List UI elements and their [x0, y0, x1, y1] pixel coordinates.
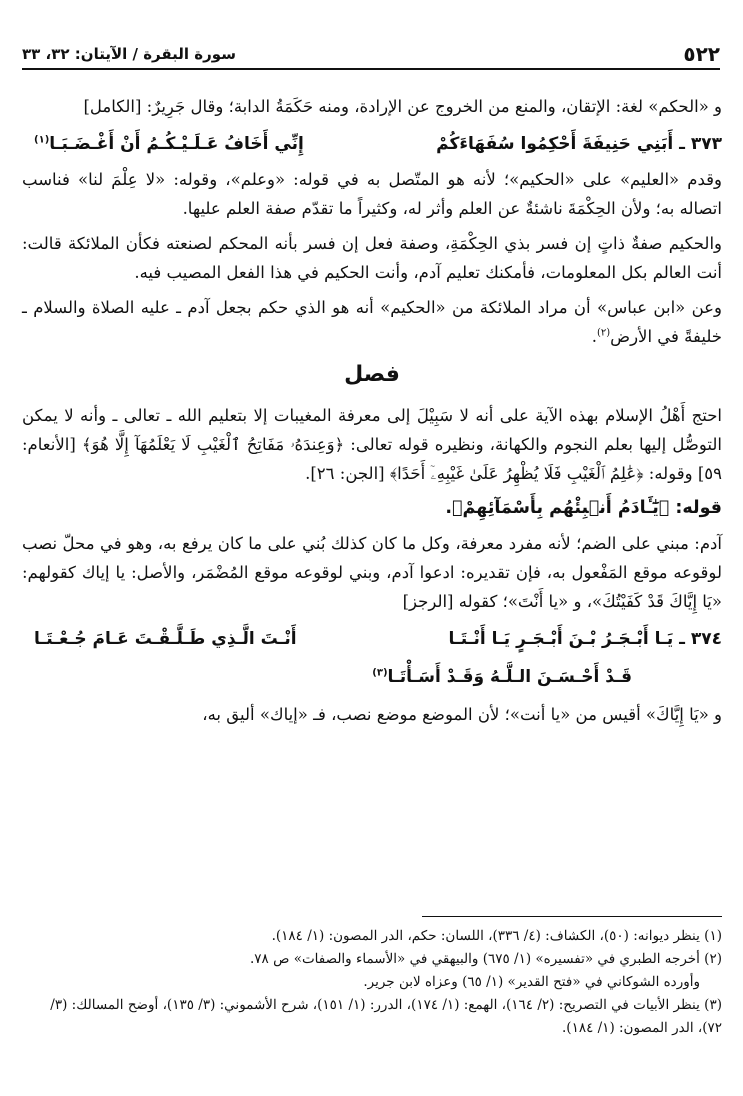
- footnote-ref[interactable]: (١): [34, 134, 50, 146]
- section-heading: فصل: [344, 362, 400, 387]
- paragraph-unseen-knowledge: احتج أَهْلُ الإسلام بهذه الآية على أنه لا سَبِيْلَ إلى معرفة المغيبات إلا بتعليم الله ـ تعالى ـ وأنه لا يمكن التوصُّل إليها بعلم النجوم والكهانة، ونظيره قوله تعالى: ﴿وَعِندَهُۥ مَفَاتِحُ ٱلْغَيْبِ لَا يَعْلَمُهَآ إِلَّا هُوَ﴾ [الأنعام: ٥٩] وقوله: ﴿عَٰلِمُ ٱلْغَيْبِ فَلَا يُظْهِرُ عَلَىٰ غَيْبِهِۦٓ أَحَدًا﴾ [الجن: ٢٦].: [22, 406, 722, 483]
- paragraph-ibn-abbas: وعن «ابن عباس» أن مراد الملائكة من «الحكيم» أنه هو الذي حكم بجعل آدم ـ عليه الصلاة والسلام ـ خليفةً في الأرض$^{(٢)}$.: [22, 298, 722, 346]
- paragraph-iyyaka: و «يَا إِيَّاكَ» أقيس من «يا أنت»؛ لأن الموضع موضع نصب، فـ «إياك» أليق به،: [202, 705, 722, 724]
- poem-hemistich-second-text: إِنِّي أَخَافُ عَـلَـيْـكُـمُ أَنْ أَغْـضَـبَـا: [49, 134, 304, 154]
- poem-hemistich-second: أَنْـتَ الَّـذِي طَـلَّـقْـتَ عَـامَ جُـعْـتَـا: [34, 629, 297, 649]
- footnote-1: (١) ينظر ديوانه: (٥٠)، الكشاف: (٤/ ٣٣٦)، اللسان: حكم، الدر المصون: (١/ ١٨٤).: [271, 928, 722, 944]
- page-header: [22, 38, 720, 70]
- footnote-2-continued: وأورده الشوكاني في «فتح القدير» (١/ ٦٥) وعزاه لابن جرير.: [363, 974, 700, 990]
- page-number: ٥٢٢: [683, 42, 720, 66]
- paragraph-hukm-definition: و «الحكم» لغة: الإتقان، والمنع من الخروج عن الإرادة، ومنه حَكَمَةُ الدابة؛ وقال جَرِيرٌ: [الكامل]: [83, 97, 722, 116]
- poem-hemistich-first: ٣٧٤ ـ يَـا أَبْـجَـرُ بْـنَ أَبْـجَـرٍ يَـا أَنْـتَـا: [448, 629, 722, 649]
- running-title: سورة البقرة / الآيتان: ٣٢، ٣٣: [22, 45, 236, 63]
- poem-line2-text: قَـدْ أَحْـسَـنَ الـلَّـهُ وَقَـدْ أَسَـأْتَـا: [387, 667, 632, 687]
- poem-hemistich-first: ٣٧٣ ـ أَبَنِي حَنِيفَةَ أَحْكِمُوا سُفَهَاءَكُمْ: [436, 134, 722, 154]
- paragraph-hakim-attribute: والحكيم صفةٌ ذاتٍ إن فسر بذي الحِكْمَةِ، وصفة فعل إن فسر بأنه المحكم لصنعته فكأن الملائكة قالت: أنت العالم بكل المعلومات، فأمكنك تعليم آدم، وأنت الحكيم في هذا الفعل المصيب فيه.: [22, 234, 722, 282]
- footnote-2: (٢) أخرجه الطبري في «تفسيره» (١/ ٦٧٥) والبيهقي في «الأسماء والصفات» ص ٧٨.: [249, 951, 722, 967]
- poem-verse-373: [22, 127, 722, 161]
- footnote-separator: [422, 916, 722, 917]
- paragraph-ibn-abbas-text: وعن «ابن عباس» أن مراد الملائكة من «الحكيم» أنه هو الذي حكم بجعل آدم ـ عليه الصلاة والسلام ـ خليفةً في الأرض: [22, 298, 722, 346]
- poem-hemistich-second: [22, 127, 304, 161]
- footnotes-section: [22, 916, 722, 1040]
- footnote-ref[interactable]: (٣): [372, 667, 388, 679]
- poem-verse-374-line2: [22, 660, 722, 694]
- paragraph-alim-hakim: وقدم «العليم» على «الحكيم»؛ لأنه هو المتّصل به في قوله: «وعلم»، وقوله: «لا عِلْمَ لنا» فناسب اتصاله به؛ ولأن الحِكْمَةَ ناشئةٌ عن العلم وأثر له، وكثيراً ما تقدّم صفة العلم عليها.: [22, 170, 722, 218]
- poem-verse-374: [22, 622, 722, 656]
- main-text: [22, 92, 722, 735]
- verse-citation-adam: قوله: ﴿يَٰٓـَٔادَمُ أَنۢبِئْهُم بِأَسْمَآئِهِمْ﴾.: [445, 498, 722, 518]
- footnote-ref[interactable]: (٢): [596, 327, 611, 339]
- paragraph-adam-grammar: آدم: مبني على الضم؛ لأنه مفرد معرفة، وكل ما كان كذلك بُني على ما كان يرفع به، وهو في محلّ نصب لوقوعه موقع المَفْعول به، فإن تقديره: ادعوا آدم، وبني لوقوعه موقع المُضْمَر، والأصل: يا إياك كقولهم: «يَا إِيَّاكَ قَدْ كَفَيْتُكَ»، و «يا أَنْتَ»؛ كقوله [الرجز]: [22, 534, 722, 611]
- footnote-3: (٣) ينظر الأبيات في التصريح: (٢/ ١٦٤)، الهمع: (١/ ١٧٤)، الدرر: (١/ ١٥١)، شرح الأشموني: (٣/ ١٣٥)، أوضح المسالك: (٣/ ٧٢)، الدر المصون: (١/ ١٨٤).: [50, 997, 722, 1036]
